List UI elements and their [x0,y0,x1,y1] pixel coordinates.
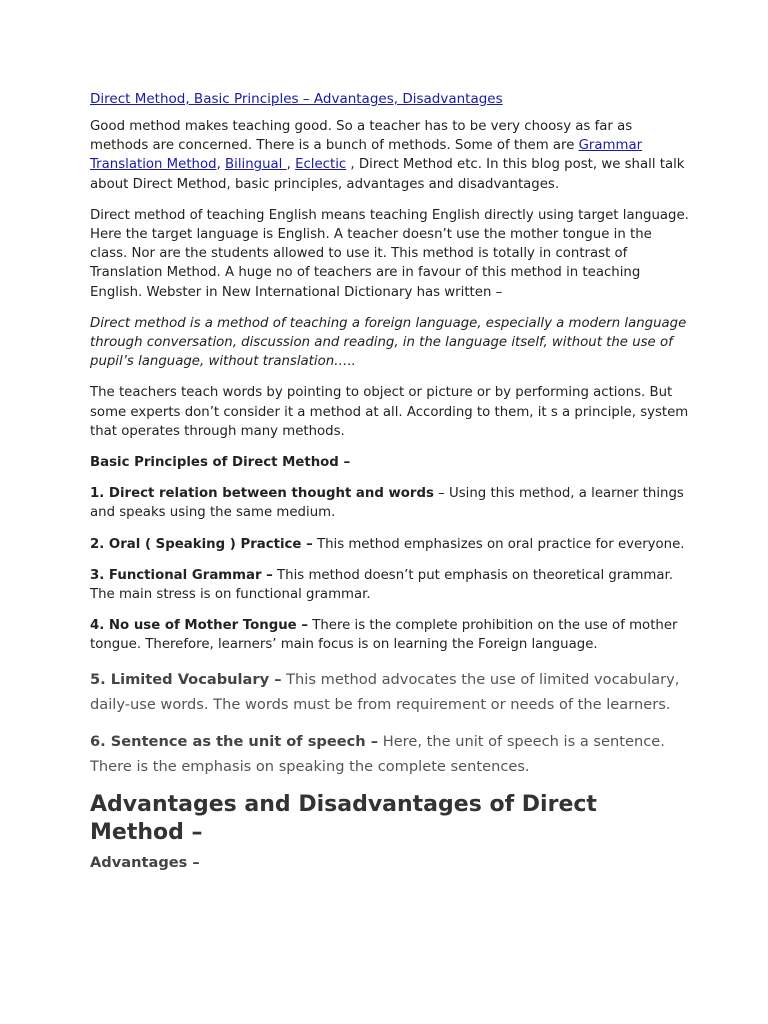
article-title-link[interactable]: Direct Method, Basic Principles – Advantages, Disadvantages [90,91,503,107]
principle-text: There is the complete prohibition on the use of mother tongue. Therefore, learners’ main focus is on learning the Foreign language. [90,618,678,653]
definition-paragraph: Direct method of teaching English means teaching English directly using target language. Here the target language is English. A teacher doesn’t use the mother tongue in the class. Nor are the students allowed to use it. This method is totally in contrast of Translation Method. A huge no of teachers are in favour of this method in teaching English. Webster in New International Dictionary has written – [90,207,689,300]
intro-text-1: Good method makes teaching good. So a teacher has to be very choosy as far as methods are concerned. There is a bunch of methods. Some of them are [90,119,633,154]
principle-text: – Using this method, a learner things and speaks using the same medium. [90,486,684,521]
principle-label: 6. Sentence as the unit of speech – [90,732,379,750]
principle-text: This method emphasizes on oral practice for everyone. [312,536,685,552]
article-body [90,90,690,873]
principle-item [90,729,690,779]
principle-label: 1. Direct relation between thought and words [90,486,434,502]
intro-text-3: , [286,157,296,173]
bilingual-link[interactable]: Bilingual [225,157,287,173]
principle-label: 5. Limited Vocabulary – [90,670,282,688]
intro-text-4: , Direct Method etc. In this blog post, we shall talk about Direct Method, basic principles, advantages and disadvantages. [90,157,685,192]
principle-label: 3. Functional Grammar – [90,567,273,583]
intro-text-2: , [216,157,226,173]
principle-text: Here, the unit of speech is a sentence. There is the emphasis on speaking the complete sentences. [90,732,665,775]
principles-heading: Basic Principles of Direct Method – [90,455,351,471]
advantages-disadvantages-heading: Advantages and Disadvantages of Direct Method – [90,791,597,845]
intro-paragraph [90,117,690,194]
principle-text: This method advocates the use of limited vocabulary, daily-use words. The words must be from requirement or needs of the learners. [90,670,680,713]
principle-label: 2. Oral ( Speaking ) Practice – [90,536,313,552]
teaching-paragraph: The teachers teach words by pointing to object or picture or by performing actions. But some experts don’t consider it a method at all. According to them, it s a principle, system that operates through many methods. [90,385,689,439]
webster-quote: Direct method is a method of teaching a foreign language, especially a modern language through conversation, discussion and reading, in the language itself, without the use of pupil’s language, without translation….. [90,315,687,370]
eclectic-link[interactable]: Eclectic [295,157,347,173]
principle-item [90,566,690,604]
principle-text: This method doesn’t put emphasis on theoretical grammar. The main stress is on functional grammar. [90,567,673,603]
principle-label: 4. No use of Mother Tongue – [90,618,308,634]
article-title [90,90,690,109]
grammar-translation-link[interactable]: Grammar Translation Method [90,138,643,173]
principle-item [90,616,690,654]
principle-item [90,535,690,554]
principle-item [90,667,690,717]
principle-item [90,484,690,522]
advantages-subheading: Advantages – [90,853,200,871]
